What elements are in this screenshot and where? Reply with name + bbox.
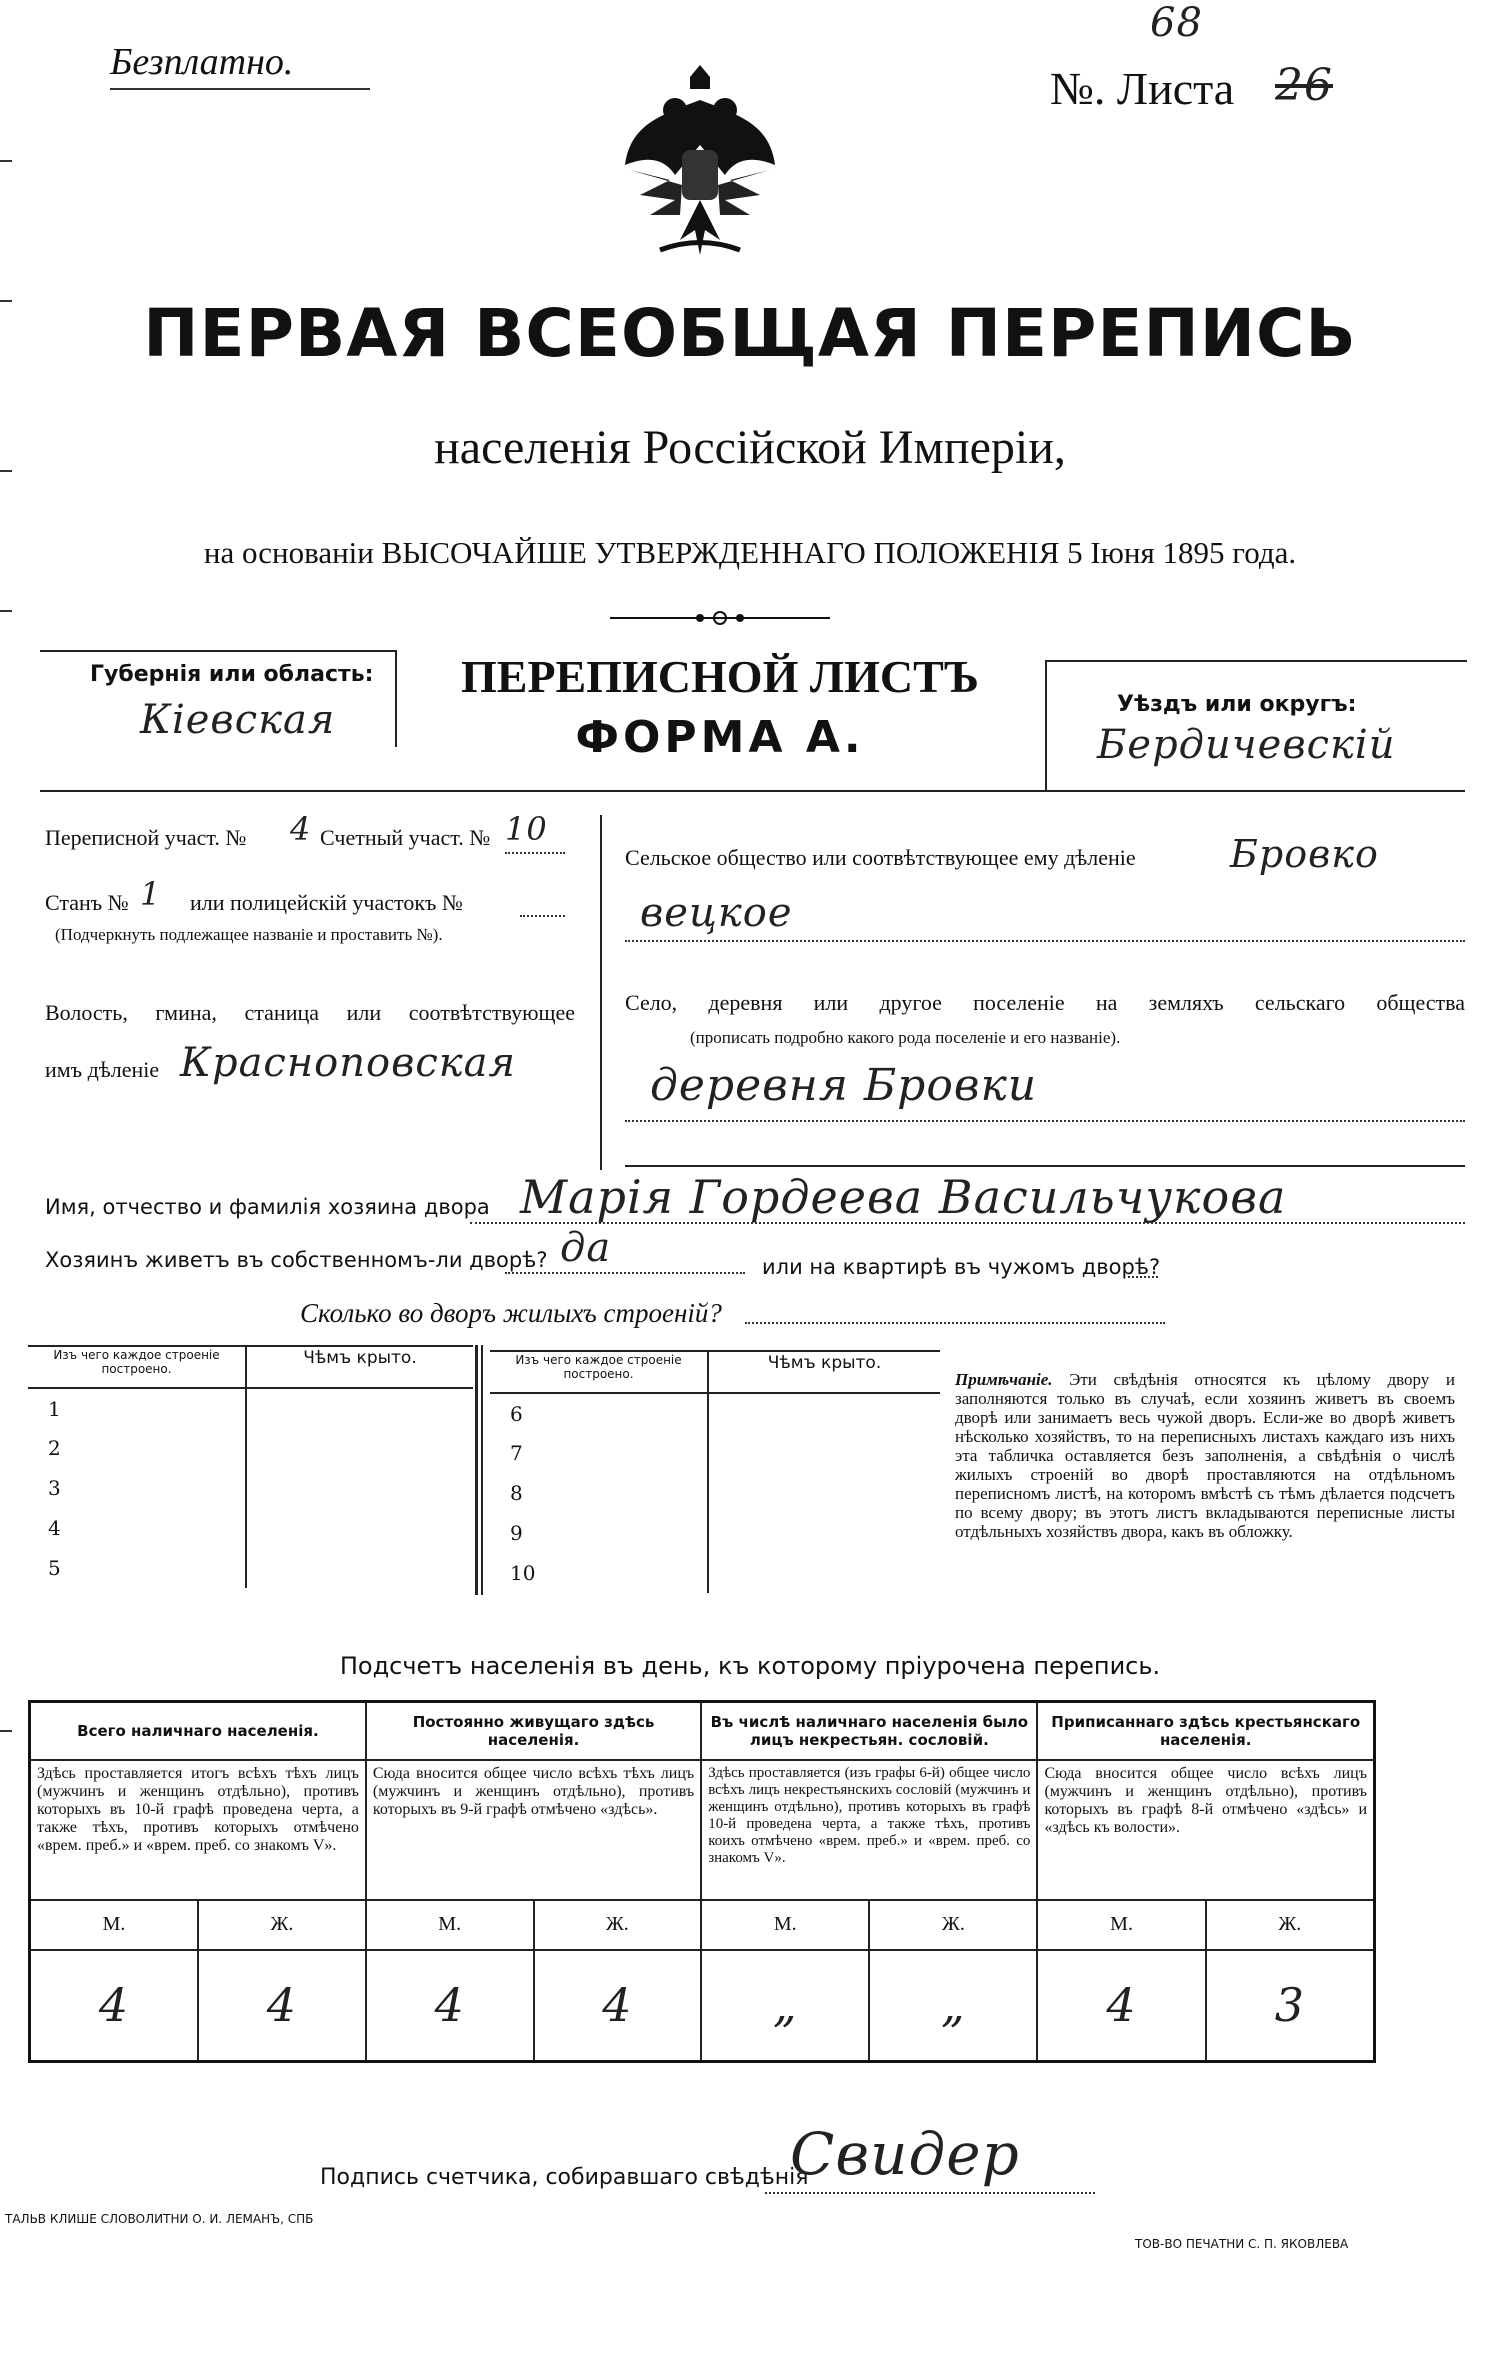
divider [625,1165,1465,1167]
col-built: Изъ чего каждое строеніе построено. [490,1351,708,1393]
col-roof: Чѣмъ крыто. [303,1348,417,1368]
society-label: Сельское общество или соотвѣтствующее ему дѣленіе [625,845,1136,870]
police-note: (Подчеркнуть подлежащее названіе и проставить №). [55,925,443,944]
col-header: Всего наличнаго населенія. [30,1702,366,1760]
male-header: М. [366,1900,534,1950]
stan-label: Станъ № [45,890,129,915]
buildings-table-left [28,1345,473,1588]
page-subtitle: населенія Россійской Имперіи, [434,421,1066,474]
col-header: Приписаннаго здѣсь крестьянскаго населенія. [1037,1702,1374,1760]
corner-handwriting: 68 [1150,0,1203,46]
divider [481,1345,483,1595]
signature-value: Свидер [790,2120,1020,2188]
count-value: 4 [30,1950,198,2062]
row-number: 1 [28,1388,246,1428]
volost-label: Волость, гмина, станица или соотвѣтствующее [45,1000,575,1025]
note-block [955,1370,1455,1541]
page-title: ПЕРВАЯ ВСЕОБЩАЯ ПЕРЕПИСЬ [143,295,1357,372]
district-value: Бердичевскій [1097,722,1396,768]
footer-right: ТОВ-ВО ПЕЧАТНИ С. П. ЯКОВЛЕВА [1135,2237,1349,2251]
count-value: 4 [1037,1950,1205,2062]
female-header: Ж. [534,1900,702,1950]
district-label: Уѣздъ или округъ: [1117,692,1357,717]
province-box [40,650,397,747]
col-header: Постоянно живущаго здѣсь населенія. [366,1702,701,1760]
count-value: 3 [1206,1950,1375,2062]
divider [40,790,1465,792]
female-header: Ж. [198,1900,366,1950]
census-sheet-title: ПЕРЕПИСНОЙ ЛИСТЪ [460,651,980,702]
signature-label: Подпись счетчика, собиравшаго свѣдѣнія [320,2165,809,2190]
divider [110,88,370,90]
col-roof: Чѣмъ крыто. [767,1353,882,1373]
province-value: Кіевская [140,697,336,743]
female-header: Ж. [869,1900,1037,1950]
note-text: Эти свѣдѣнія относятся къ цѣлому двору и заполняются только въ случаѣ, если хозяинъ живетъ въ своемъ дворѣ или занимаетъ весь чужой дворъ. Если-же во дворѣ живетъ нѣсколько хозяйствъ, то на переписныхъ листахъ каждаго изъ нихъ эта табличка оставляется безъ заполненія, а свѣдѣнія о числѣ жилыхъ строеній во дворѣ проставляются на отдѣльномъ переписномъ листѣ, на которомъ вмѣстѣ съ тѣмъ дѣлается подсчетъ по всему двору; въ этотъ листъ вкладываются переписные листы отдѣльныхъ хозяйствъ двора, какъ въ обложку. [955,1370,1455,1541]
population-title: Подсчетъ населенія въ день, къ которому пріурочена перепись. [339,1652,1161,1680]
divider [475,1345,478,1595]
col-description: Здѣсь проставляется (изъ графы 6-й) общее число всѣхъ лицъ некрестьянскихъ сословій (мужчинъ и женщинъ отдѣльно), противъ которыхъ въ графѣ 10-й проведена черта, а также тѣхъ, противъ коихъ отмѣчено «врем. преб.» и «врем. преб. со знакомъ V». [701,1760,1037,1900]
village-value: деревня Бровки [650,1060,1038,1111]
col-header: Въ числѣ наличнаго населенія было лицъ некрестьян. сословій. [701,1702,1037,1760]
elsewhere-label: или на квартирѣ въ чужомъ дворѣ? [762,1255,1161,1279]
own-yard-value: да [560,1225,612,1271]
count-value: 4 [198,1950,366,2062]
buildings-table-right [490,1350,940,1593]
free-label: Безплатно. [110,41,294,83]
volost-value: Красноповская [180,1040,516,1086]
double-headed-eagle-icon [620,55,780,285]
row-number: 7 [490,1433,708,1473]
row-number: 6 [490,1393,708,1433]
female-header: Ж. [1206,1900,1375,1950]
edge-mark [0,610,12,612]
stan-value: 1 [140,875,162,913]
sheet-number-label: №. Листа [1050,63,1235,114]
volost-label-2: имъ дѣленіе [45,1057,160,1082]
row-number: 3 [28,1468,246,1508]
row-number: 2 [28,1428,246,1468]
village-label: Село, деревня или другое поселеніе на земляхъ сельскаго общества [625,990,1465,1015]
police-label: или полицейскій участокъ № [190,890,463,915]
count-section-value: 10 [505,810,548,848]
note-title: Примѣчаніе. [955,1370,1053,1389]
col-built: Изъ чего каждое строеніе построено. [28,1346,246,1388]
row-number: 10 [490,1553,708,1593]
form-title: ФОРМА А. [575,712,865,763]
row-number: 8 [490,1473,708,1513]
row-number: 9 [490,1513,708,1553]
district-box [1045,660,1467,792]
row-number: 5 [28,1548,246,1588]
male-header: М. [701,1900,869,1950]
census-section-label: Переписной участ. № [45,825,247,850]
col-description: Сюда вносится общее число всѣхъ лицъ (мужчинъ и женщинъ отдѣльно), противъ которыхъ въ графѣ 8-й отмѣчено «здѣсь» и «здѣсь къ волости». [1037,1760,1374,1900]
ornament-divider [610,608,830,628]
col-description: Сюда вносится общее число всѣхъ тѣхъ лицъ (мужчинъ и женщинъ отдѣльно), противъ которыхъ въ 9-й графѣ отмѣчено «здѣсь». [366,1760,701,1900]
census-section-value: 4 [290,810,312,848]
male-header: М. [1037,1900,1205,1950]
count-value: 4 [534,1950,702,2062]
province-label: Губернія или область: [90,662,374,687]
sheet-number-value: 26 [1275,60,1333,111]
society-value: Бровко [1230,832,1379,876]
count-value: „ [701,1950,869,2062]
edge-mark [0,160,12,162]
owner-name-value: Марія Гордеева Васильчукова [520,1170,1287,1224]
row-number: 4 [28,1508,246,1548]
buildings-label: Сколько во дворъ жилыхъ строеній? [300,1298,722,1328]
count-value: „ [869,1950,1037,2062]
col-description: Здѣсь проставляется итогъ всѣхъ тѣхъ лицъ (мужчинъ и женщинъ отдѣльно), противъ которыхъ въ 10-й графѣ проведена черта, а также тѣхъ, противъ которыхъ отмѣчено «врем. преб.» и «врем. преб. со знакомъ V». [30,1760,366,1900]
owner-name-label: Имя, отчество и фамилія хозяина двора [45,1195,490,1219]
legal-basis: на основаніи ВЫСОЧАЙШЕ УТВЕРЖДЕННАГО ПОЛОЖЕНІЯ 5 Іюня 1895 года. [203,535,1297,570]
edge-mark [0,1730,12,1732]
divider [600,815,602,1170]
male-header: М. [30,1900,198,1950]
village-note: (прописать подробно какого рода поселеніе и его названіе). [690,1028,1121,1047]
own-yard-label: Хозяинъ живетъ въ собственномъ-ли дворѣ? [45,1248,548,1272]
count-value: 4 [366,1950,534,2062]
society-value-2: вецкое [640,890,793,936]
count-section-label: Счетный участ. № [320,825,491,850]
population-table [28,1700,1376,2063]
footer-left: ТАЛЬВ КЛИШЕ СЛОВОЛИТНИ О. И. ЛЕМАНЪ, СПБ [5,2212,314,2226]
